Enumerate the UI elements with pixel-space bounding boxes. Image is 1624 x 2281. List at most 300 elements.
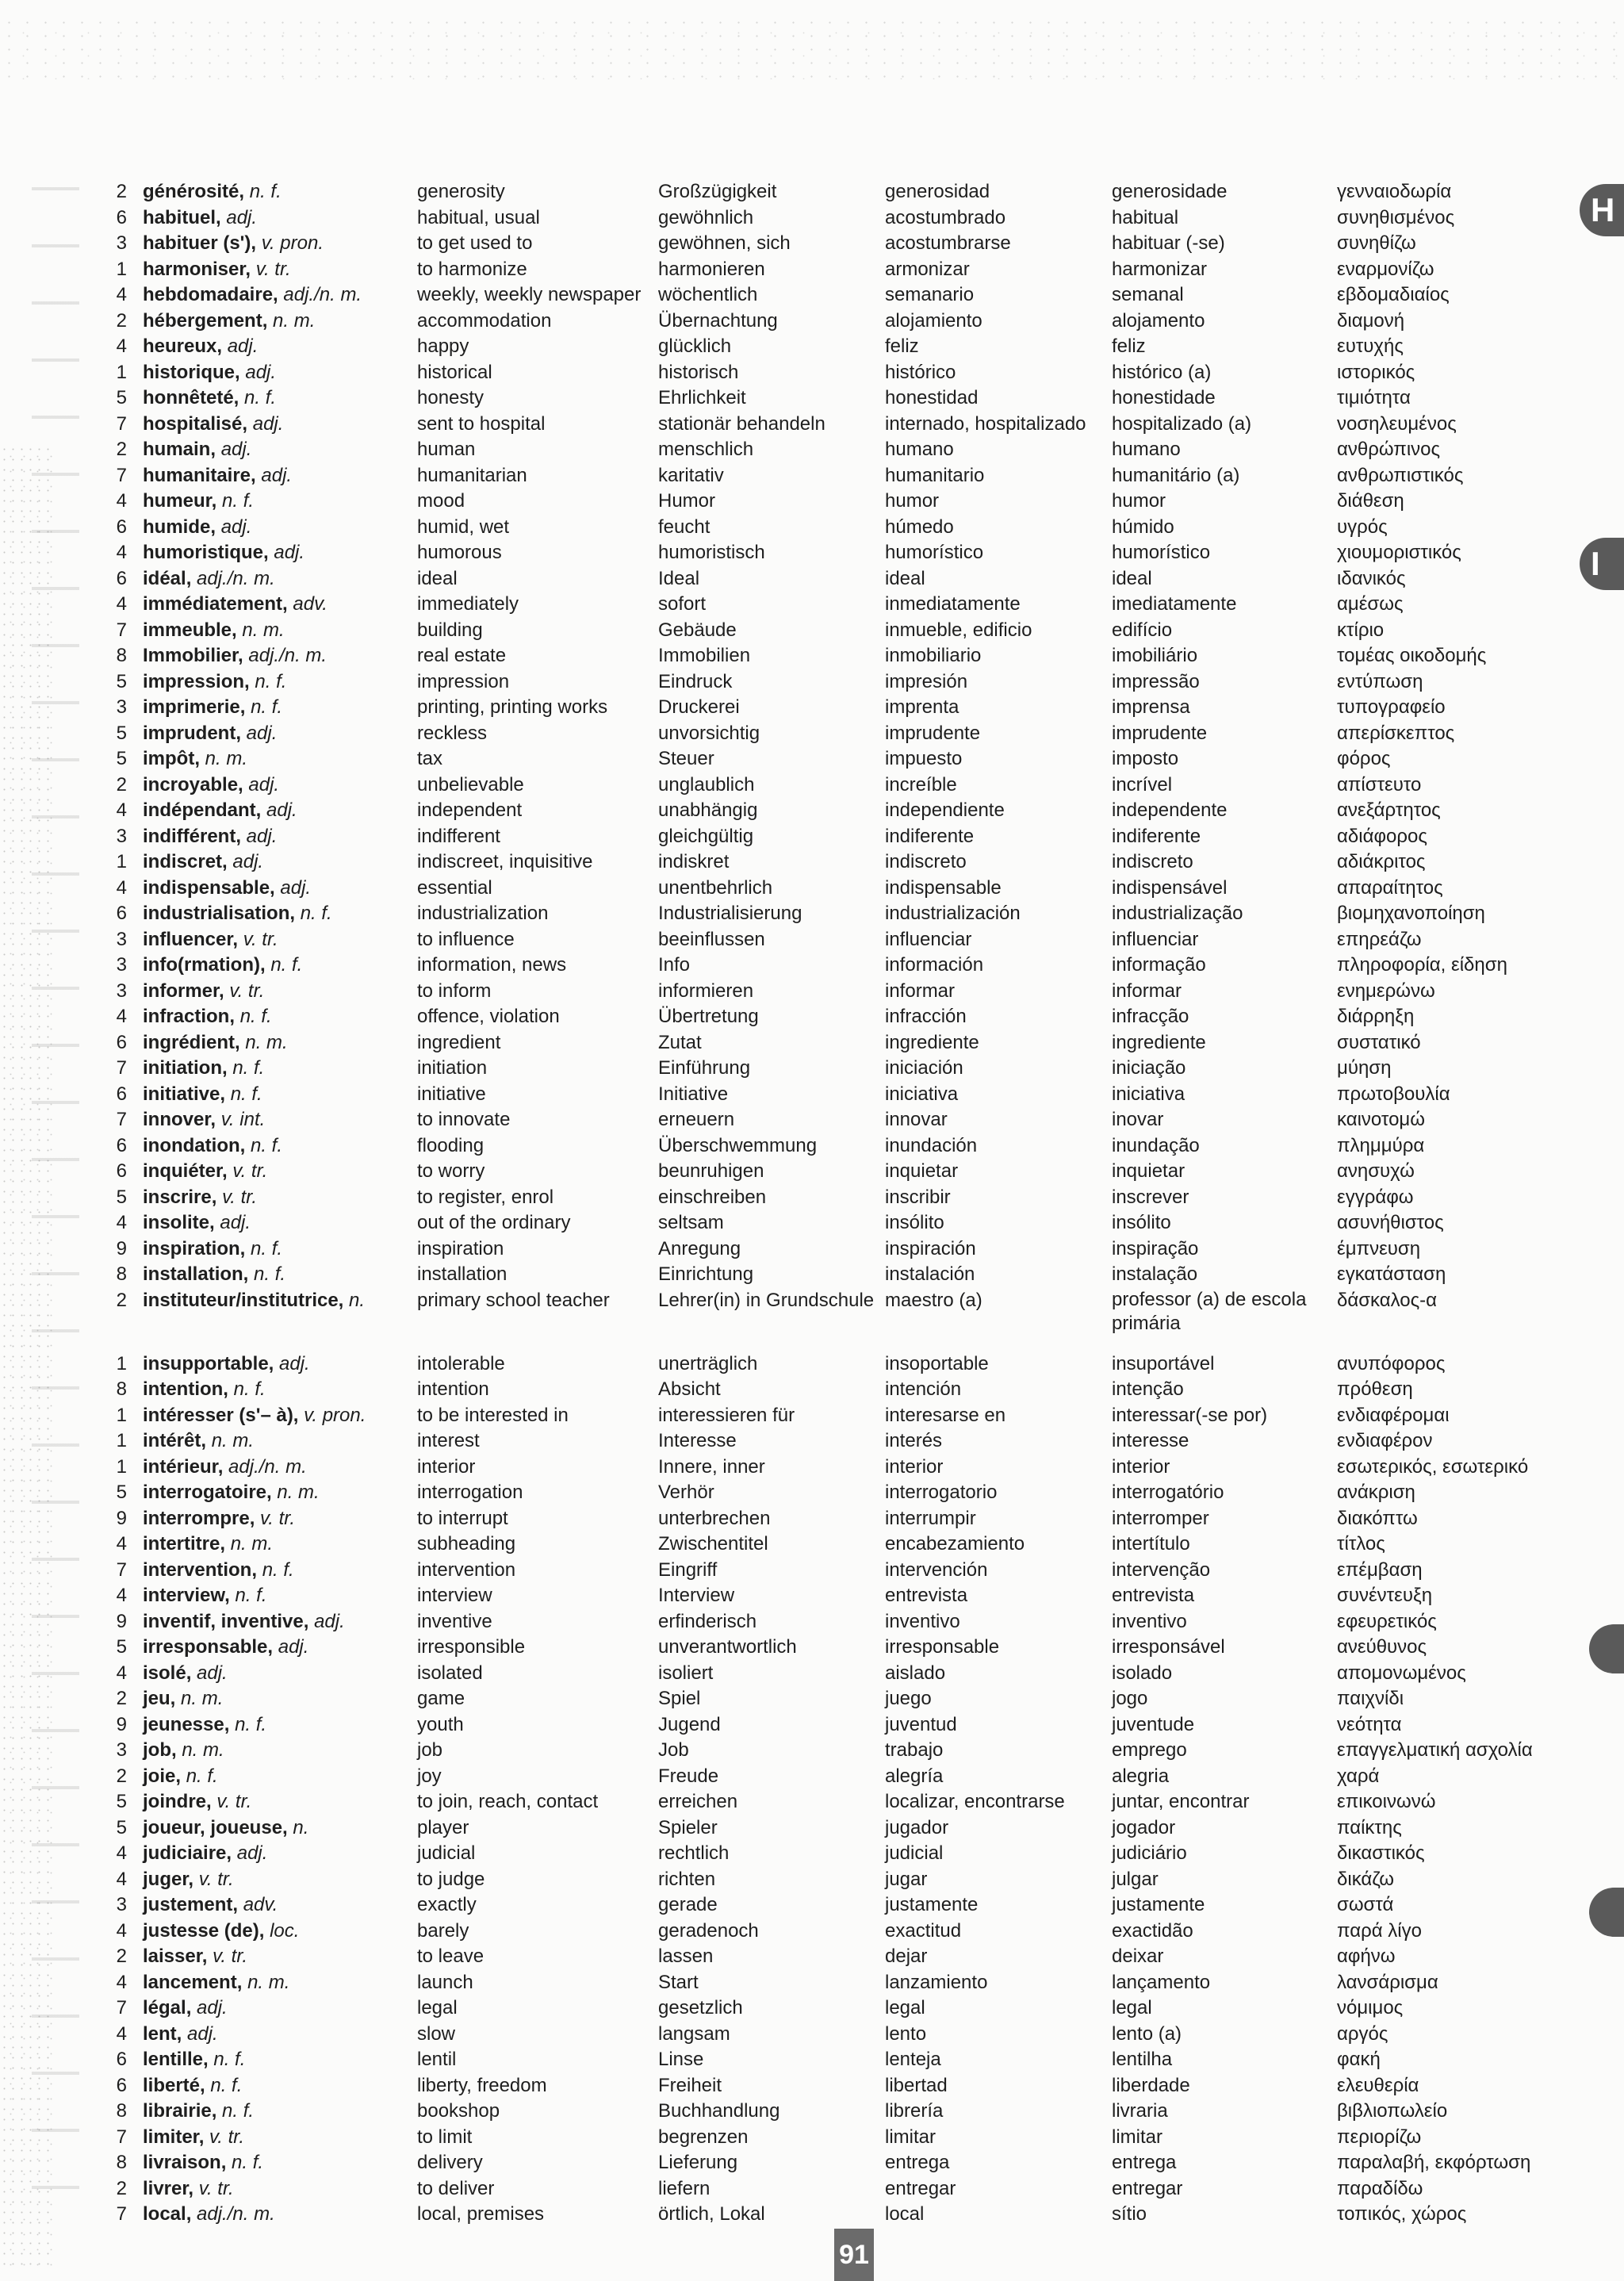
grammar-tag: adj. [252, 412, 284, 435]
table-row [0, 1056, 1624, 1082]
french-headword [143, 1995, 228, 2022]
grammar-tag: n. f. [222, 490, 255, 512]
headword: légal, [143, 1997, 192, 2018]
french-headword [143, 1107, 265, 1133]
page-number: 91 [834, 2229, 874, 2281]
headword: irresponsable, [143, 1636, 274, 1658]
english-translation: honesty [417, 387, 485, 408]
grammar-tag: n. f. [300, 903, 332, 924]
entry-level: 3 [116, 928, 127, 950]
german-translation: rechtlich [658, 1842, 730, 1864]
entry-level: 2 [116, 1688, 127, 1709]
english-translation: humid, wet [417, 516, 510, 538]
german-translation: interessieren für [658, 1404, 795, 1426]
french-headword [143, 2099, 254, 2125]
english-translation: essential [417, 876, 492, 899]
french-headword [143, 1455, 307, 1481]
german-translation: unvorsichtig [658, 722, 760, 744]
headword: interrogatoire, [143, 1482, 272, 1503]
spanish-translation: humorístico [885, 542, 984, 563]
english-translation: interrogation [417, 1482, 523, 1503]
english-translation: intention [417, 1378, 489, 1400]
table-row [0, 231, 1624, 257]
table-row [0, 1661, 1624, 1687]
spanish-translation: impuesto [885, 748, 963, 769]
portuguese-translation: edifício [1112, 619, 1173, 641]
portuguese-translation: justamente [1112, 1894, 1205, 1915]
headword: isolé, [143, 1662, 192, 1684]
entry-level: 8 [116, 2100, 127, 2122]
grammar-tag: n. f. [250, 1134, 283, 1156]
french-headword [143, 2022, 218, 2048]
spanish-translation: juventud [885, 1713, 957, 1735]
german-translation: Absicht [658, 1378, 721, 1400]
english-translation: inventive [417, 1610, 492, 1632]
portuguese-translation: interessar(-se por) [1112, 1404, 1268, 1426]
greek-translation: παίκτης [1337, 1816, 1402, 1838]
french-headword [143, 1867, 234, 1893]
english-translation: ingredient [417, 1031, 501, 1053]
portuguese-translation: humor [1112, 490, 1166, 512]
headword: lentille, [143, 2049, 209, 2070]
entry-level: 1 [116, 1404, 127, 1426]
french-headword [143, 1185, 257, 1211]
german-translation: Interview [658, 1585, 735, 1606]
german-translation: Großzügigkeit [658, 181, 777, 202]
entry-level: 3 [116, 825, 127, 847]
german-translation: erfinderisch [658, 1610, 757, 1632]
headword: influencer, [143, 928, 239, 950]
table-row [0, 1815, 1624, 1842]
headword: justement, [143, 1894, 239, 1915]
german-translation: Freude [658, 1765, 719, 1787]
headword: interview, [143, 1585, 230, 1606]
headword: habituer (s'), [143, 232, 257, 254]
grammar-tag: n. [293, 1816, 309, 1838]
greek-translation: βιομηχανοποίηση [1337, 903, 1485, 924]
german-translation: unentbehrlich [658, 876, 773, 899]
table-row [0, 1970, 1624, 1996]
spanish-translation: infracción [885, 1006, 967, 1027]
table-row [0, 2150, 1624, 2176]
headword: industrialisation, [143, 903, 296, 924]
spanish-translation: ingrediente [885, 1031, 979, 1053]
headword: honnêteté, [143, 387, 239, 408]
table-row [0, 334, 1624, 360]
english-translation: to leave [417, 1946, 485, 1967]
grammar-tag: n. m. [277, 1482, 320, 1503]
spanish-translation: librería [885, 2100, 944, 2122]
french-headword [143, 927, 278, 953]
german-translation: gewöhnlich [658, 206, 754, 228]
entry-level: 2 [116, 439, 127, 460]
entry-level: 6 [116, 1160, 127, 1182]
grammar-tag: adj. [227, 335, 259, 357]
entry-level: 1 [116, 1455, 127, 1478]
grammar-tag: n. f. [232, 2152, 264, 2173]
portuguese-translation: jogador [1112, 1816, 1176, 1838]
spanish-translation: imprudente [885, 722, 981, 744]
table-row [0, 1583, 1624, 1609]
french-headword [143, 179, 282, 205]
english-translation: lentil [417, 2049, 457, 2070]
entry-level: 3 [116, 1894, 127, 1915]
french-headword [143, 1351, 310, 1378]
french-headword [143, 772, 279, 799]
french-headword [143, 849, 263, 876]
table-row [0, 2125, 1624, 2151]
grammar-tag: v. tr. [209, 2126, 245, 2148]
table-row [0, 1738, 1624, 1764]
portuguese-translation: impressão [1112, 670, 1200, 692]
english-translation: immediately [417, 593, 519, 615]
german-translation: örtlich, Lokal [658, 2203, 765, 2225]
greek-translation: αφήνω [1337, 1946, 1396, 1967]
entry-level: 2 [116, 1765, 127, 1787]
french-headword [143, 1712, 266, 1739]
greek-translation: συνέντευξη [1337, 1585, 1433, 1606]
greek-translation: επαγγελματική ασχολία [1337, 1739, 1533, 1761]
table-row [0, 1789, 1624, 1815]
english-translation: flooding [417, 1134, 485, 1156]
greek-translation: γενναιοδωρία [1337, 181, 1452, 202]
spanish-translation: encabezamiento [885, 1533, 1025, 1555]
greek-translation: συνηθίζω [1337, 232, 1416, 254]
english-translation: building [417, 619, 483, 641]
headword: hébergement, [143, 309, 268, 332]
greek-translation: φόρος [1337, 748, 1391, 769]
english-translation: job [417, 1739, 443, 1761]
spanish-translation: interrogatorio [885, 1482, 998, 1503]
german-translation: Druckerei [658, 696, 740, 718]
french-headword [143, 2073, 242, 2099]
table-row [0, 1377, 1624, 1403]
table-row [0, 566, 1624, 592]
grammar-tag: n. f. [235, 1585, 267, 1606]
portuguese-translation: iniciativa [1112, 1083, 1185, 1105]
grammar-tag: adj./n. m. [283, 284, 362, 305]
greek-translation: εναρμονίζω [1337, 258, 1434, 280]
english-translation: interest [417, 1430, 480, 1451]
table-row [0, 1210, 1624, 1236]
german-translation: Lehrer(in) in Grundschule [658, 1289, 875, 1311]
english-translation: habitual, usual [417, 206, 540, 228]
french-headword [143, 721, 277, 747]
greek-translation: δικαστικός [1337, 1842, 1425, 1864]
spanish-translation: innovar [885, 1109, 948, 1130]
grammar-tag: v. int. [220, 1109, 266, 1130]
portuguese-translation: informação [1112, 954, 1206, 976]
headword: jeunesse, [143, 1713, 230, 1735]
portuguese-translation: humanitário (a) [1112, 464, 1240, 486]
table-row [0, 1455, 1624, 1481]
entry-level: 5 [116, 722, 127, 744]
greek-translation: τίτλος [1337, 1533, 1385, 1555]
english-translation: to get used to [417, 232, 533, 254]
spanish-translation: interesarse en [885, 1404, 1006, 1426]
spanish-translation: histórico [885, 361, 956, 383]
french-headword [143, 1738, 224, 1764]
german-translation: einschreiben [658, 1186, 767, 1208]
french-headword [143, 1661, 228, 1687]
english-translation: indiscreet, inquisitive [417, 851, 593, 872]
spanish-translation: increíble [885, 773, 957, 795]
german-translation: erreichen [658, 1791, 738, 1812]
portuguese-translation: deixar [1112, 1946, 1164, 1967]
grammar-tag: n. [349, 1289, 366, 1311]
table-row [0, 1764, 1624, 1790]
table-row [0, 1609, 1624, 1635]
german-translation: Industrialisierung [658, 903, 802, 924]
french-headword [143, 1480, 320, 1506]
entry-level: 7 [116, 1057, 127, 1079]
german-translation: Eindruck [658, 670, 733, 692]
grammar-tag: n. f. [235, 1713, 267, 1735]
english-translation: tax [417, 748, 443, 769]
greek-translation: ιστορικός [1337, 361, 1415, 383]
english-translation: initiative [417, 1083, 486, 1105]
portuguese-translation: indiscreto [1112, 851, 1193, 872]
english-translation: judicial [417, 1842, 476, 1864]
greek-translation: δάσκαλος-α [1337, 1289, 1438, 1311]
table-row [0, 1635, 1624, 1661]
greek-translation: νεότητα [1337, 1713, 1402, 1735]
greek-translation: περιορίζω [1337, 2126, 1422, 2148]
headword: inondation, [143, 1134, 246, 1156]
greek-translation: μύηση [1337, 1057, 1392, 1079]
table-row [0, 1558, 1624, 1584]
greek-translation: ασυνήθιστος [1337, 1212, 1444, 1233]
headword: intervention, [143, 1558, 258, 1581]
german-translation: menschlich [658, 439, 754, 460]
table-row [0, 592, 1624, 618]
table-row [0, 901, 1624, 927]
spanish-translation: lanzamiento [885, 1971, 988, 1993]
portuguese-translation: irresponsável [1112, 1636, 1225, 1658]
entry-level: 2 [116, 181, 127, 202]
spanish-translation: entrega [885, 2152, 950, 2173]
entry-level: 1 [116, 1352, 127, 1374]
french-headword [143, 953, 302, 979]
table-row [0, 1004, 1624, 1030]
grammar-tag: adj. [232, 851, 264, 872]
english-translation: independent [417, 799, 523, 821]
french-headword [143, 2047, 245, 2073]
entry-level: 4 [116, 1842, 127, 1864]
entry-level: 6 [116, 1031, 127, 1053]
entry-level: 6 [116, 567, 127, 589]
german-translation: Info [658, 954, 691, 976]
grammar-tag: v. tr. [198, 2177, 234, 2199]
headword: job, [143, 1739, 177, 1761]
headword: livrer, [143, 2177, 194, 2199]
german-translation: Einrichtung [658, 1263, 754, 1285]
headword: instituteur/institutrice, [143, 1289, 344, 1311]
entry-level: 4 [116, 1533, 127, 1555]
headword: impression, [143, 670, 250, 692]
grammar-tag: n. f. [262, 1558, 294, 1581]
portuguese-translation: juntar, encontrar [1112, 1791, 1250, 1812]
table-row [0, 282, 1624, 309]
spanish-translation: industrialización [885, 903, 1021, 924]
table-row [0, 205, 1624, 232]
grammar-tag: n. m. [247, 1971, 290, 1993]
portuguese-translation: interromper [1112, 1507, 1209, 1529]
grammar-tag: v. pron. [261, 232, 324, 254]
spanish-translation: indispensable [885, 876, 1002, 899]
headword: lancement, [143, 1971, 243, 1993]
portuguese-translation: hospitalizado (a) [1112, 412, 1252, 435]
greek-translation: παιχνίδι [1337, 1688, 1404, 1709]
table-row [0, 1351, 1624, 1378]
french-headword [143, 2202, 275, 2228]
french-headword [143, 1082, 262, 1108]
portuguese-translation: interior [1112, 1455, 1170, 1478]
entry-level: 5 [116, 1482, 127, 1503]
german-translation: Verhör [658, 1482, 714, 1503]
portuguese-translation: generosidade [1112, 181, 1228, 202]
portuguese-translation: intertítulo [1112, 1533, 1190, 1555]
headword: incroyable, [143, 773, 243, 795]
table-row [0, 669, 1624, 696]
english-translation: to deliver [417, 2177, 495, 2199]
table-row [0, 2099, 1624, 2125]
english-translation: information, news [417, 954, 567, 976]
english-translation: bookshop [417, 2100, 500, 2122]
spanish-translation: inmobiliario [885, 645, 982, 666]
headword: justesse (de), [143, 1919, 265, 1942]
french-headword [143, 1583, 267, 1609]
french-headword [143, 1532, 273, 1558]
spanish-translation: inmediatamente [885, 593, 1021, 615]
french-headword [143, 257, 291, 283]
spanish-translation: libertad [885, 2074, 948, 2096]
german-translation: unabhängig [658, 799, 758, 821]
portuguese-translation: insuportável [1112, 1352, 1215, 1374]
spanish-translation: exactitud [885, 1919, 962, 1942]
french-headword [143, 205, 257, 232]
grammar-tag: adj./n. m. [197, 2203, 275, 2225]
entry-level: 4 [116, 1585, 127, 1606]
spanish-translation: entrevista [885, 1585, 968, 1606]
spanish-translation: justamente [885, 1894, 979, 1915]
greek-translation: ενημερώνω [1337, 979, 1435, 1002]
german-translation: gerade [658, 1894, 718, 1915]
headword: insolite, [143, 1212, 215, 1233]
entry-level: 2 [116, 1946, 127, 1967]
headword: immeuble, [143, 619, 237, 641]
portuguese-translation: imediatamente [1112, 593, 1237, 615]
spanish-translation: judicial [885, 1842, 944, 1864]
english-translation: initiation [417, 1057, 488, 1079]
german-translation: Job [658, 1739, 689, 1761]
table-row [0, 1185, 1624, 1211]
portuguese-translation: húmido [1112, 516, 1174, 538]
french-headword [143, 489, 254, 515]
spanish-translation: imprenta [885, 696, 959, 718]
greek-translation: αδιάφορος [1337, 825, 1427, 847]
table-row [0, 1236, 1624, 1263]
german-translation: liefern [658, 2177, 710, 2199]
table-row [0, 695, 1624, 721]
headword: interrompre, [143, 1507, 255, 1529]
greek-translation: πλημμύρα [1337, 1134, 1425, 1156]
portuguese-translation: informar [1112, 979, 1182, 1002]
entry-level: 4 [116, 542, 127, 563]
grammar-tag: v. tr. [198, 1868, 234, 1890]
greek-translation: ευτυχής [1337, 335, 1404, 357]
english-translation: to be interested in [417, 1404, 569, 1426]
portuguese-translation: humano [1112, 439, 1181, 460]
english-translation: weekly, weekly newspaper [417, 284, 642, 305]
headword: heureux, [143, 335, 223, 357]
portuguese-translation: habituar (-se) [1112, 232, 1225, 254]
grammar-tag: n. f. [186, 1765, 218, 1787]
grammar-tag: v. tr. [229, 979, 265, 1002]
headword: livraison, [143, 2152, 227, 2173]
table-row [0, 540, 1624, 566]
spanish-translation: intención [885, 1378, 962, 1400]
spanish-translation: iniciativa [885, 1083, 959, 1105]
headword: limiter, [143, 2126, 205, 2148]
entry-level: 3 [116, 232, 127, 254]
portuguese-translation: limitar [1112, 2126, 1162, 2148]
table-row [0, 798, 1624, 824]
greek-translation: εγγράφω [1337, 1186, 1414, 1208]
english-translation: out of the ordinary [417, 1212, 571, 1233]
french-headword [143, 1403, 366, 1429]
english-translation: to innovate [417, 1109, 511, 1130]
german-translation: Lieferung [658, 2152, 738, 2173]
english-translation: player [417, 1816, 469, 1838]
portuguese-translation: liberdade [1112, 2074, 1190, 2096]
portuguese-translation: inspiração [1112, 1237, 1199, 1259]
greek-translation: πληροφορία, είδηση [1337, 954, 1507, 976]
entry-level: 6 [116, 1134, 127, 1156]
grammar-tag: n. m. [211, 1430, 255, 1451]
entry-level: 2 [116, 773, 127, 795]
headword: indifférent, [143, 825, 241, 847]
spanish-translation: honestidad [885, 387, 979, 408]
headword: judiciaire, [143, 1842, 232, 1864]
german-translation: humoristisch [658, 542, 765, 563]
entry-level: 5 [116, 387, 127, 408]
grammar-tag: n. m. [273, 309, 316, 332]
spanish-translation: indiferente [885, 825, 975, 847]
english-translation: human [417, 439, 476, 460]
spanish-translation: inundación [885, 1134, 978, 1156]
table-row [0, 1107, 1624, 1133]
greek-translation: τυπογραφείο [1337, 696, 1446, 718]
table-row [0, 1506, 1624, 1532]
spanish-translation: humanitario [885, 464, 985, 486]
headword: impôt, [143, 748, 200, 769]
headword: joie, [143, 1765, 182, 1787]
english-translation: to judge [417, 1868, 485, 1890]
french-headword [143, 1970, 289, 1996]
english-translation: youth [417, 1713, 464, 1735]
headword: inspiration, [143, 1237, 246, 1259]
german-translation: historisch [658, 361, 739, 383]
table-row [0, 1867, 1624, 1893]
headword: initiative, [143, 1083, 226, 1105]
english-translation: humanitarian [417, 464, 527, 486]
entry-level: 6 [116, 516, 127, 538]
grammar-tag: n. f. [249, 181, 282, 202]
english-translation: indifferent [417, 825, 500, 847]
german-translation: unverantwortlich [658, 1636, 797, 1658]
french-headword [143, 1004, 272, 1030]
